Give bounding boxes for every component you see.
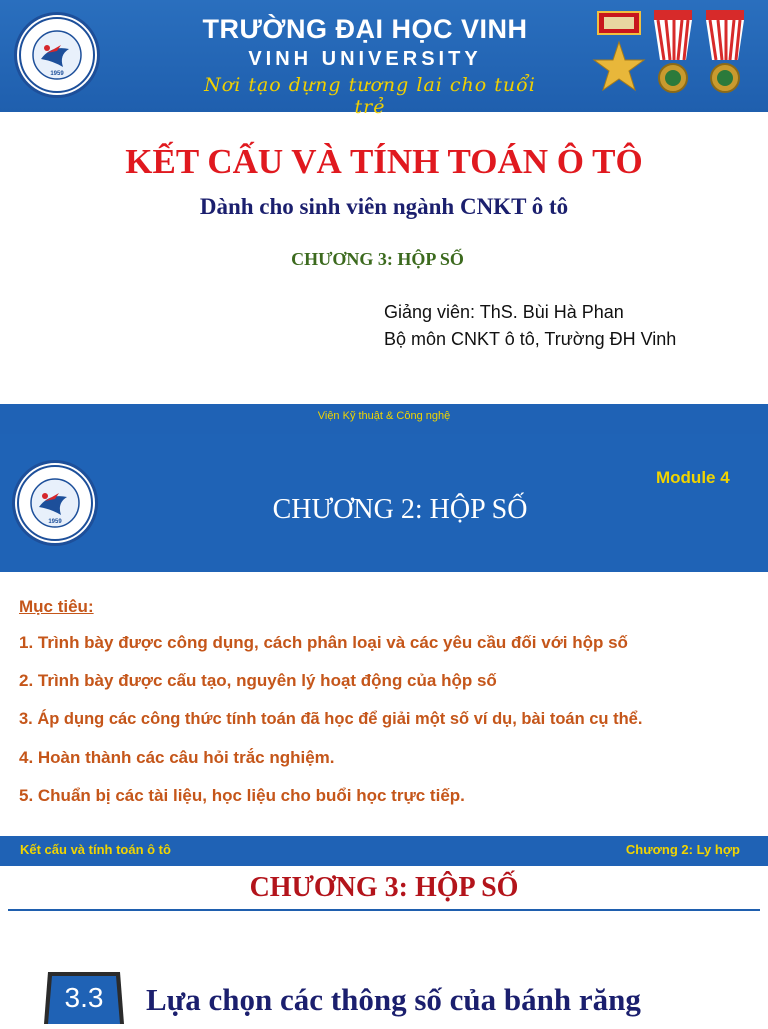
- objectives-heading: Mục tiêu:: [19, 597, 94, 616]
- institute-name: Viện Kỹ thuật & Công nghệ: [317, 410, 451, 422]
- course-name-footer: Kết cấu và tính toán ô tô: [20, 842, 171, 857]
- chapter-name-footer: Chương 2: Ly hợp: [625, 842, 740, 857]
- objective-item: 1. Trình bày được công dụng, cách phân loại và các yêu cầu đối với hộp số: [19, 633, 628, 652]
- svg-text:1959: 1959: [48, 519, 62, 525]
- svg-text:1959: 1959: [50, 71, 64, 77]
- section-number: 3.3: [64, 982, 104, 1013]
- university-slogan: Nơi tạo dựng tương lai cho tuổi trẻ: [204, 74, 536, 118]
- order-medal-icon: [650, 8, 696, 104]
- objective-item: 3. Áp dụng các công thức tính toán đã học để giải một số ví dụ, bài toán cụ thể.: [19, 710, 643, 728]
- slide2-footer-bar: [0, 836, 768, 866]
- order-medal-icon-2: [702, 8, 748, 104]
- university-name-en: VINH UNIVERSITY: [248, 48, 482, 70]
- chapter-heading: CHƯƠNG 2: HỘP SỐ: [272, 494, 528, 525]
- section-number-badge: [42, 964, 126, 1024]
- slide3-chapter-title: CHƯƠNG 3: HỘP SỐ: [249, 872, 519, 903]
- department-name: Bộ môn CNKT ô tô, Trường ĐH Vinh: [384, 329, 677, 349]
- university-logo: [14, 12, 100, 98]
- section-title: Lựa chọn các thông số của bánh răng: [146, 982, 641, 1017]
- lecturer-name: Giảng viên: ThS. Bùi Hà Phan: [384, 302, 624, 322]
- slide1-footer-bar: [0, 404, 768, 434]
- hero-star-medal-icon: [592, 8, 646, 104]
- slide3-divider: [8, 909, 760, 911]
- chapter-label: CHƯƠNG 3: HỘP SỐ: [291, 249, 464, 269]
- course-title: KẾT CẤU VÀ TÍNH TOÁN Ô TÔ: [125, 142, 643, 181]
- course-subtitle: Dành cho sinh viên ngành CNKT ô tô: [199, 194, 569, 219]
- objective-item: 2. Trình bày được cấu tạo, nguyên lý hoạt động của hộp số: [19, 671, 497, 690]
- objective-item: 5. Chuẩn bị các tài liệu, học liệu cho buổi học trực tiếp.: [19, 786, 465, 805]
- logo-emblem-icon: [17, 15, 97, 95]
- university-name-vi: TRƯỜNG ĐẠI HỌC VINH: [202, 14, 528, 44]
- module-label: Module 4: [656, 468, 730, 487]
- objective-item: 4. Hoàn thành các câu hỏi trắc nghiệm.: [19, 748, 335, 767]
